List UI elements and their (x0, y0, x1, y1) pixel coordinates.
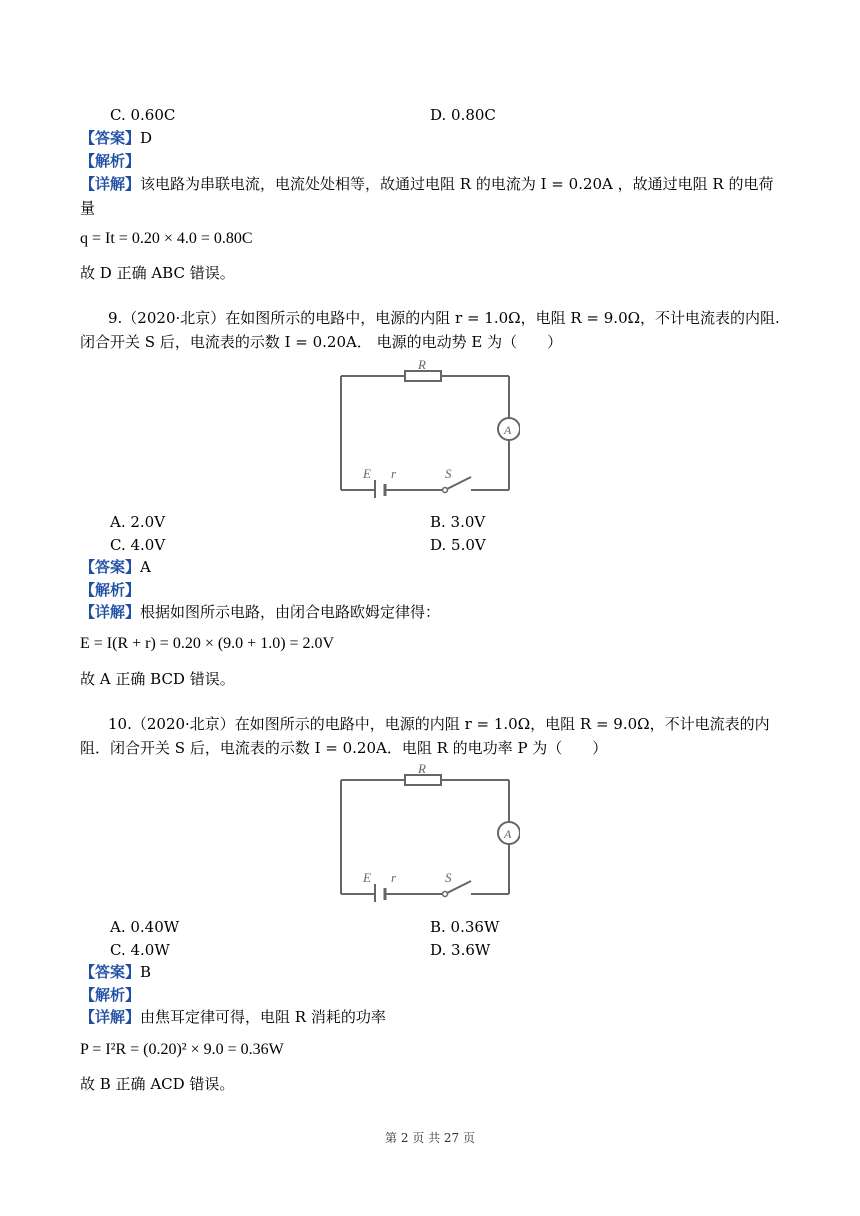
q10-circuit-diagram (335, 762, 520, 902)
ammeter-label: A (504, 827, 512, 841)
analysis-tag: 【解析】 (80, 152, 141, 170)
equation: q = It = 0.20 × 4.0 = 0.80C (80, 230, 253, 247)
q10-option-a: A. 0.40W (110, 918, 180, 936)
q9-answer-value: A (140, 558, 151, 576)
q10-detail-tag: 【详解】 (80, 1008, 141, 1026)
page-number: 第 2 页 共 27 页 (385, 1131, 475, 1145)
emf-label: E (363, 870, 371, 885)
q9-option-b: B. 3.0V (430, 513, 486, 531)
q9-analysis-line (80, 580, 140, 600)
answer-tag: 【答案】 (80, 129, 141, 147)
q9-conclusion: 故 A 正确 BCD 错误。 (80, 670, 235, 688)
analysis-line (80, 151, 140, 171)
q10-option-b: B. 0.36W (430, 918, 500, 936)
q9-option-a: A. 2.0V (110, 513, 166, 531)
conclusion: 故 D 正确 ABC 错误。 (80, 264, 235, 282)
emf-label: E (363, 466, 371, 481)
q10-equation: P = I²R = (0.20)² × 9.0 = 0.36W (80, 1041, 284, 1058)
option-d: D. 0.80C (430, 106, 496, 124)
answer-line (80, 128, 152, 148)
detail-tag: 【详解】 (80, 175, 141, 193)
internal-resistance-label: r (391, 870, 397, 885)
q10-option-c: C. 4.0W (110, 941, 170, 959)
q9-stem: 9.（2020·北京）在如图所示的电路中，电源的内阻 r = 1.0Ω，电阻 R = 9.0Ω，不计电流表的内阻. 闭合开关 S 后，电流表的示数 I = 0.20A． 电源的电动势 E 为（ ） (80, 309, 780, 351)
switch-label: S (445, 466, 452, 481)
q10-stem: 10.（2020·北京）在如图所示的电路中，电源的内阻 r = 1.0Ω，电阻 R = 9.0Ω，不计电流表的内阻．闭合开关 S 后，电流表的示数 I = 0.20A．电阻 R 的电功率 P 为（ ） (80, 715, 770, 757)
q9-detail-text: 根据如图所示电路，由闭合电路欧姆定律得： (140, 603, 441, 621)
q9-detail-line (80, 602, 440, 622)
resistor-icon (405, 371, 441, 381)
q9-equation: E = I(R + r) = 0.20 × (9.0 + 1.0) = 2.0V (80, 635, 335, 652)
q10-analysis-tag: 【解析】 (80, 986, 141, 1004)
q10-option-d: D. 3.6W (430, 941, 491, 959)
switch-label: S (445, 870, 452, 885)
resistor-label: R (418, 358, 426, 372)
q10-answer-value: B (140, 963, 152, 981)
q9-answer-tag: 【答案】 (80, 558, 141, 576)
q10-answer-tag: 【答案】 (80, 963, 141, 981)
q10-detail-text: 由焦耳定律可得，电阻 R 消耗的功率 (140, 1008, 386, 1026)
ammeter-label: A (504, 423, 512, 437)
q9-circuit-diagram (335, 358, 520, 498)
q10-analysis-line (80, 985, 140, 1005)
detail-text: 该电路为串联电流，电流处处相等，故通过电阻 R 的电流为 I = 0.20A ，故通过电阻 R 的电荷量 (80, 175, 774, 217)
q9-analysis-tag: 【解析】 (80, 581, 141, 599)
answer-value: D (140, 129, 153, 147)
q9-answer-line (80, 557, 151, 577)
q9-option-c: C. 4.0V (110, 536, 166, 554)
q9-detail-tag: 【详解】 (80, 603, 141, 621)
q10-conclusion: 故 B 正确 ACD 错误。 (80, 1075, 235, 1093)
q10-detail-line (80, 1007, 386, 1027)
detail-paragraph (80, 172, 780, 220)
resistor-icon (405, 775, 441, 785)
resistor-label: R (418, 762, 426, 776)
internal-resistance-label: r (391, 466, 397, 481)
q10-answer-line (80, 962, 151, 982)
option-c: C. 0.60C (110, 106, 176, 124)
q9-option-d: D. 5.0V (430, 536, 486, 554)
